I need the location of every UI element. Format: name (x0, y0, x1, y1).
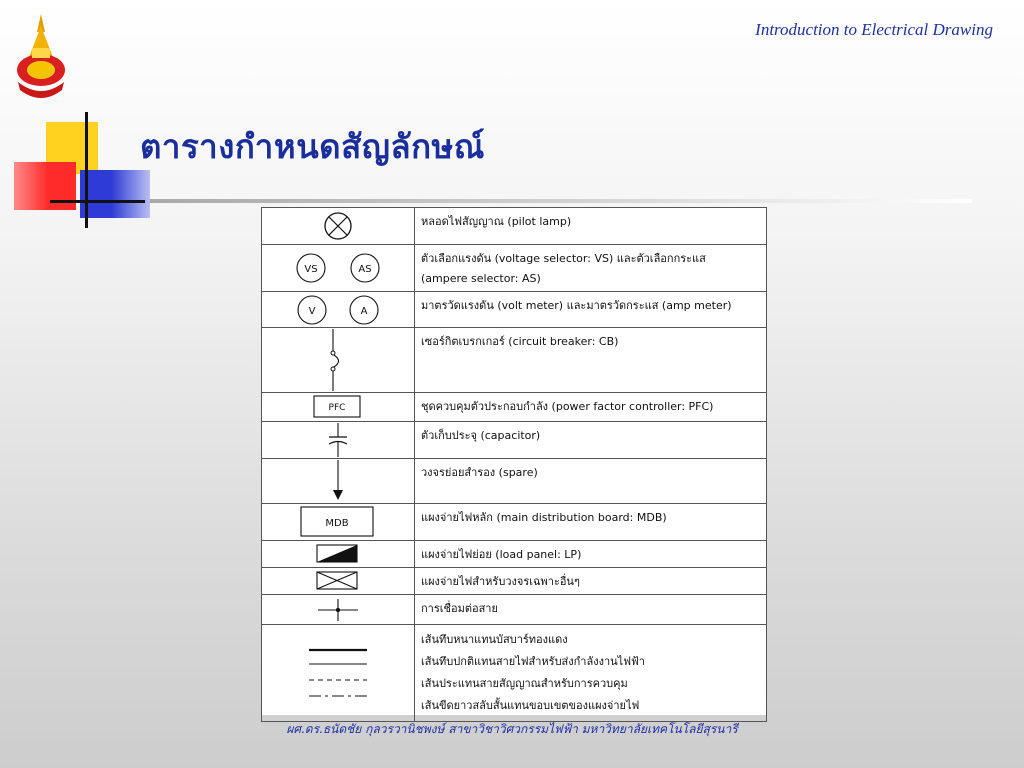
symbol-cell (262, 459, 415, 504)
horizontal-bar (50, 200, 145, 203)
header-title: Introduction to Electrical Drawing (755, 20, 993, 39)
table-row (262, 245, 767, 292)
table-row (262, 208, 767, 245)
table-row (262, 595, 767, 625)
table-row (262, 328, 767, 393)
circuit-breaker-icon (323, 329, 353, 391)
symbol-cell (262, 328, 415, 393)
connection-icon (316, 597, 360, 623)
meter-description: มาตรวัดแรงดัน (volt meter) และมาตรวัดกระแส (amp meter) (421, 299, 732, 312)
symbol-cell (262, 245, 415, 292)
spare-arrow-icon (328, 460, 348, 502)
v-label: V (308, 305, 316, 317)
special-panel-description: แผงจ่ายไฟสำหรับวงจรเฉพาะอื่นๆ (421, 575, 580, 588)
table-row (262, 568, 767, 595)
description-cell (415, 393, 767, 422)
selector-description-line2: (ampere selector: AS) (421, 272, 541, 285)
special-panel-icon (316, 571, 360, 591)
description-cell (415, 208, 767, 245)
table-row (262, 422, 767, 459)
vs-label: VS (304, 264, 318, 275)
capacitor-icon (326, 423, 350, 457)
busbar-line-description: เส้นทึบหนาแทนบัสบาร์ทองแดง (421, 633, 568, 646)
description-cell (415, 328, 767, 393)
symbol-cell (262, 393, 415, 422)
table-row (262, 541, 767, 568)
mdb-label: MDB (325, 518, 349, 529)
description-cell (415, 292, 767, 328)
blue-square (80, 170, 150, 218)
table-row (262, 393, 767, 422)
mdb-description: แผงจ่ายไฟหลัก (main distribution board: MDB) (421, 511, 667, 524)
capacitor-description: ตัวเก็บประจุ (capacitor) (421, 429, 541, 442)
description-cell (415, 568, 767, 595)
selector-icons (293, 251, 383, 285)
symbol-cell (262, 292, 415, 328)
description-cell (415, 541, 767, 568)
load-panel-description: แผงจ่ายไฟย่อย (load panel: LP) (421, 548, 582, 561)
description-cell (415, 595, 767, 625)
symbol-table (261, 207, 767, 715)
symbol-cell (262, 208, 415, 245)
table-row (262, 292, 767, 328)
power-line-description: เส้นทึบปกติแทนสายไฟสำหรับส่งกำลังงานไฟฟ้า (421, 655, 645, 668)
as-label: AS (358, 264, 372, 275)
description-cell (415, 504, 767, 541)
pilot-lamp-description: หลอดไฟสัญญาณ (pilot lamp) (421, 215, 572, 228)
description-cell (415, 422, 767, 459)
footer-credit: ผศ.ดร.ธนัดชัย กุลวรวานิชพงษ์ สาขาวิชาวิศวกรรมไฟฟ้า มหาวิทยาลัยเทคโนโลยีสุรนารี (286, 722, 738, 736)
signal-line-description: เส้นประแทนสายสัญญาณสำหรับการควบคุม (421, 677, 628, 690)
vertical-bar (85, 112, 88, 228)
university-logo-icon (12, 12, 70, 108)
mdb-icon (300, 506, 376, 538)
a-label: A (360, 305, 368, 317)
pfc-description: ชุดควบคุมตัวประกอบกำลัง (power factor controller: PFC) (421, 400, 714, 413)
title-underline (150, 199, 972, 203)
description-cell (415, 245, 767, 292)
selector-description-line1: ตัวเลือกแรงดัน (voltage selector: VS) และตัวเลือกกระแส (421, 252, 706, 265)
description-cell (415, 625, 767, 722)
table-row (262, 625, 767, 722)
load-panel-icon (316, 544, 360, 564)
pfc-icon (313, 395, 363, 419)
table-row (262, 459, 767, 504)
symbol-cell (262, 504, 415, 541)
pfc-label: PFC (328, 403, 346, 413)
symbol-cell (262, 625, 415, 722)
pilot-lamp-icon (318, 210, 358, 242)
symbol-cell (262, 422, 415, 459)
slide-title: ตารางกำหนดสัญลักษณ์ (140, 127, 485, 166)
symbol-cell (262, 595, 415, 625)
table-row (262, 504, 767, 541)
symbol-cell (262, 541, 415, 568)
breaker-description: เซอร์กิตเบรกเกอร์ (circuit breaker: CB) (421, 335, 619, 348)
description-cell (415, 459, 767, 504)
boundary-line-description: เส้นขีดยาวสลับสั้นแทนขอบเขตของแผงจ่ายไฟ (421, 699, 640, 712)
meter-icons (296, 294, 380, 326)
decorative-squares (12, 112, 152, 232)
spare-description: วงจรย่อยสำรอง (spare) (421, 466, 538, 479)
connection-description: การเชื่อมต่อสาย (421, 602, 498, 615)
symbol-cell (262, 568, 415, 595)
line-types-icon (305, 638, 371, 708)
